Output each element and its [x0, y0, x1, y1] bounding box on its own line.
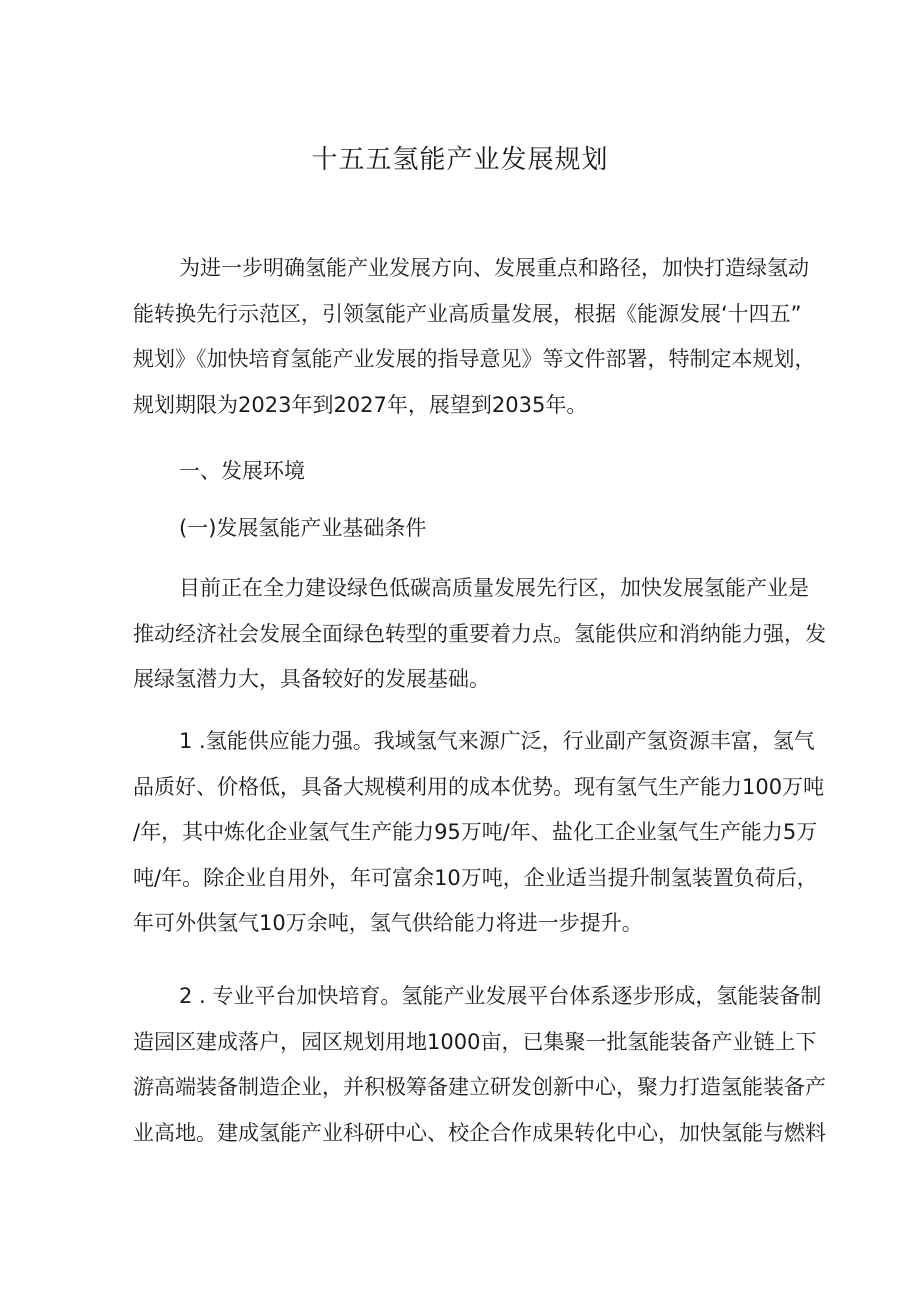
text-line: 推动经济社会发展全面绿色转型的重要着力点。氢能供应和消纳能力强，发 [133, 621, 826, 646]
document-title: 十五五氢能产业发展规划 [311, 145, 609, 175]
text-line: 1 .氢能供应能力强。我域氢气来源广泛，行业副产氢资源丰富，氢气 [179, 729, 815, 753]
text-line: 吨/年。除企业自用外，年可富余10万吨，企业适当提升制氢装置负荷后， [133, 865, 818, 890]
intro-paragraph [133, 246, 816, 428]
text-line: 业高地。建成氢能产业科研中心、校企合作成果转化中心，加快氢能与燃料 [133, 1120, 826, 1145]
text-line: 展绿氢潜力大，具备较好的发展基础。 [133, 667, 490, 691]
subsection-heading: (一)发展氢能产业基础条件 [179, 516, 427, 540]
text-line: 年可外供氢气10万余吨，氢气供给能力将进一步提升。 [133, 911, 643, 935]
text-line: 品质好、价格低，具备大规模利用的成本优势。现有氢气生产能力100万吨 [133, 774, 825, 799]
basis-paragraph [133, 566, 826, 703]
text-line: 2 . 专业平台加快培育。氢能产业发展平台体系逐步形成，氢能装备制 [179, 984, 822, 1008]
text-line: 为进一步明确氢能产业发展方向、发展重点和路径，加快打造绿氢动 [179, 256, 809, 280]
text-line: 规划》《加快培育氢能产业发展的指导意见》等文件部署，特制定本规划， [133, 347, 816, 371]
text-line: 造园区建成落户，园区规划用地1000亩，已集聚一批氢能装备产业链上下 [133, 1029, 817, 1054]
text-line: 能转换先行示范区，引领氢能产业高质量发展，根据《能源发展‘十四五” [133, 301, 802, 326]
item2-paragraph [133, 974, 826, 1156]
item1-paragraph [133, 719, 825, 947]
text-line: 游高端装备制造企业，并积极筹备建立研发创新中心，聚力打造氢能装备产 [133, 1075, 826, 1099]
text-line: 规划期限为2023年到2027年，展望到2035年。 [133, 392, 588, 417]
section-heading: 一、发展环境 [179, 459, 305, 483]
text-line: /年，其中炼化企业氢气生产能力95万吨/年、盐化工企业氢气生产能力5万 [133, 820, 818, 844]
text-line: 目前正在全力建设绿色低碳高质量发展先行区，加快发展氢能产业是 [179, 576, 809, 600]
